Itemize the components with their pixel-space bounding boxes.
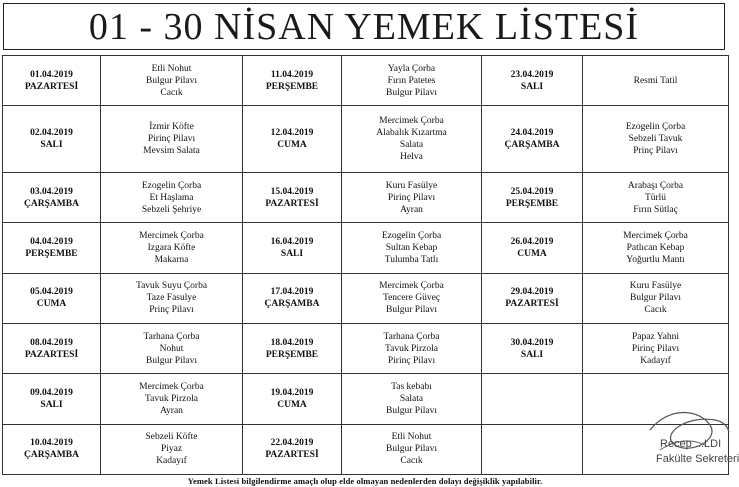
- food-item: Tulumba Tatlı: [384, 254, 439, 265]
- food-item: Mercimek Çorba: [623, 230, 688, 241]
- weekday-label: PAZARTESİ: [265, 450, 319, 461]
- footer-note: Yemek Listesi bilgilendirme amaçlı olup elde olmayan nedenlerden dolayı değişiklik yapılabilir.: [187, 476, 543, 486]
- date-cell: [482, 323, 583, 373]
- menu-cell: [101, 172, 243, 222]
- date-cell: [482, 374, 583, 424]
- food-item: Bulgur Pilavı: [386, 87, 437, 98]
- food-item: Taze Fasulye: [146, 293, 197, 304]
- date-label: 10.04.2019: [30, 438, 73, 449]
- menu-cell: [342, 374, 482, 424]
- weekday-label: SALI: [280, 248, 304, 259]
- food-item: Pirinç Pilavı: [387, 192, 436, 203]
- date-label: 05.04.2019: [30, 287, 73, 298]
- food-item: Fırın Patetes: [387, 75, 436, 86]
- food-item: Ayran: [160, 405, 183, 416]
- menu-cell: [583, 106, 729, 173]
- weekday-label: CUMA: [517, 248, 547, 259]
- food-item: Fırın Sütlaç: [633, 204, 678, 215]
- date-cell: [243, 172, 342, 222]
- food-item: Tarhana Çorba: [383, 331, 440, 342]
- table-row: [3, 172, 729, 222]
- date-cell: [482, 223, 583, 273]
- food-item: İzmir Köfte: [149, 122, 194, 133]
- date-cell: [482, 273, 583, 323]
- food-item: Makarna: [154, 254, 189, 265]
- date-label: 02.04.2019: [30, 128, 73, 139]
- date-cell: [482, 424, 583, 474]
- date-cell: [243, 273, 342, 323]
- food-item: Helva: [400, 152, 423, 163]
- food-item: Etli Nohut: [391, 432, 432, 443]
- food-item: Tarhana Çorba: [143, 331, 200, 342]
- date-label: 30.04.2019: [510, 337, 554, 348]
- menu-cell: [342, 56, 482, 106]
- menu-cell: [342, 323, 482, 373]
- date-label: 17.04.2019: [270, 287, 314, 298]
- weekday-label: ÇARŞAMBA: [24, 198, 79, 209]
- date-label: 24.04.2019: [510, 128, 554, 139]
- food-item: Yayla Çorba: [387, 63, 436, 74]
- food-item: Pirinç Pilavı: [147, 134, 196, 145]
- signature-name: Recep ...LDI: [660, 438, 722, 450]
- menu-cell: [583, 323, 729, 373]
- menu-cell: [583, 56, 729, 106]
- date-label: 25.04.2019: [510, 186, 554, 197]
- food-item: Kuru Fasülye: [629, 281, 682, 292]
- date-cell: [3, 424, 101, 474]
- food-item: Bulgur Pilavı: [630, 293, 681, 304]
- date-label: 11.04.2019: [270, 69, 314, 80]
- date-cell: [3, 106, 101, 173]
- food-item: Tavuk Pirzola: [145, 393, 198, 404]
- table-row: [3, 273, 729, 323]
- signature-role: Fakülte Sekreteri: [656, 453, 739, 465]
- date-label: 15.04.2019: [270, 186, 314, 197]
- title-box: [3, 3, 725, 50]
- weekday-label: CUMA: [277, 399, 307, 410]
- food-item: Mercimek Çorba: [379, 116, 444, 127]
- weekday-label: CUMA: [277, 140, 307, 151]
- menu-cell: [342, 172, 482, 222]
- menu-cell: [342, 106, 482, 173]
- food-item: Papaz Yahni: [632, 331, 679, 342]
- weekday-label: PERŞEMBE: [505, 198, 559, 209]
- food-item: Etli Nohut: [151, 63, 192, 74]
- food-item: Pirinç Pilavı: [631, 343, 680, 354]
- menu-cell: [101, 424, 243, 474]
- weekday-label: SALI: [520, 349, 544, 360]
- date-cell: [243, 223, 342, 273]
- menu-cell: [101, 223, 243, 273]
- date-label: 04.04.2019: [30, 236, 73, 247]
- weekday-label: CUMA: [36, 299, 67, 310]
- food-item: Kuru Fasülye: [385, 180, 438, 191]
- date-label: 22.04.2019: [270, 438, 314, 449]
- date-label: 16.04.2019: [270, 236, 314, 247]
- food-item: Nohut: [159, 343, 184, 354]
- date-cell: [243, 323, 342, 373]
- menu-table-body: [3, 56, 729, 475]
- menu-table: [2, 55, 729, 475]
- food-item: Izgara Köfte: [147, 242, 196, 253]
- food-item: Bulgur Pilavı: [146, 355, 197, 366]
- weekday-label: ÇARŞAMBA: [264, 299, 320, 310]
- weekday-label: SALI: [40, 140, 63, 151]
- weekday-label: PAZARTESİ: [265, 198, 319, 209]
- food-item: Yoğurtlu Mantı: [626, 254, 685, 265]
- food-item: Et Haşlama: [149, 192, 194, 203]
- date-label: 09.04.2019: [30, 387, 73, 398]
- food-item: Tas kebabı: [391, 381, 432, 392]
- food-item: Patlıcan Kebap: [626, 242, 685, 253]
- food-item: Ezogelin Çorba: [141, 180, 202, 191]
- date-label: 18.04.2019: [270, 337, 314, 348]
- menu-cell: [101, 106, 243, 173]
- menu-cell: [101, 56, 243, 106]
- food-item: Sultan Kebap: [385, 242, 438, 253]
- food-item: Ayran: [400, 204, 423, 215]
- menu-cell: [342, 223, 482, 273]
- weekday-label: PAZARTESİ: [24, 349, 79, 360]
- menu-cell: [101, 323, 243, 373]
- table-row: [3, 424, 729, 474]
- menu-cell: [583, 273, 729, 323]
- food-item: Tencere Güveç: [382, 293, 441, 304]
- menu-cell: [101, 374, 243, 424]
- food-item: Bulgur Pilavı: [386, 405, 437, 416]
- weekday-label: PERŞEMBE: [265, 81, 319, 92]
- food-item: Cacık: [400, 456, 423, 467]
- page-title: 01 - 30 NİSAN YEMEK LİSTESİ: [88, 5, 640, 48]
- food-item: Salata: [399, 140, 424, 151]
- food-item: Tavuk Pirzola: [385, 343, 438, 354]
- food-item: Prinç Pilavı: [149, 305, 194, 316]
- date-cell: [3, 56, 101, 106]
- weekday-label: PAZARTESİ: [24, 81, 79, 92]
- date-cell: [243, 374, 342, 424]
- food-item: Piyaz: [160, 444, 183, 455]
- food-item: Cacık: [644, 305, 667, 316]
- date-cell: [243, 106, 342, 173]
- food-item: Ezogelin Çorba: [625, 122, 686, 133]
- weekday-label: ÇARŞAMBA: [24, 450, 79, 461]
- weekday-label: ÇARŞAMBA: [504, 140, 560, 151]
- date-cell: [3, 323, 101, 373]
- food-item: Kadayıf: [640, 355, 671, 366]
- menu-cell: [583, 172, 729, 222]
- weekday-label: PERŞEMBE: [25, 248, 78, 259]
- food-item: Mevsim Salata: [143, 146, 200, 157]
- food-item: Kadayıf: [156, 456, 187, 467]
- date-cell: [3, 374, 101, 424]
- weekday-label: PERŞEMBE: [265, 349, 319, 360]
- signature-stamp: [630, 400, 739, 475]
- food-item: Bulgur Pilavı: [146, 75, 197, 86]
- table-row: [3, 374, 729, 424]
- date-label: 19.04.2019: [270, 387, 314, 398]
- food-item: Sebzeli Tavuk: [628, 134, 683, 145]
- date-cell: [243, 56, 342, 106]
- date-cell: [3, 273, 101, 323]
- date-cell: [482, 172, 583, 222]
- food-item: Mercimek Çorba: [139, 230, 204, 241]
- date-label: 29.04.2019: [510, 287, 554, 298]
- date-cell: [482, 56, 583, 106]
- date-cell: [243, 424, 342, 474]
- food-item: Mercimek Çorba: [379, 281, 444, 292]
- date-label: 12.04.2019: [270, 128, 314, 139]
- table-row: [3, 56, 729, 106]
- table-row: [3, 106, 729, 173]
- food-item: Salata: [399, 393, 424, 404]
- food-item: Prinç Pilavı: [633, 146, 678, 157]
- weekday-label: SALI: [520, 81, 544, 92]
- food-item: Bulgur Pilavı: [386, 444, 437, 455]
- food-item: Cacık: [160, 87, 183, 98]
- date-cell: [482, 106, 583, 173]
- food-item: Mercimek Çorba: [139, 381, 204, 392]
- food-item: Tavuk Suyu Çorba: [135, 281, 208, 292]
- date-label: 23.04.2019: [510, 69, 554, 80]
- menu-cell: [583, 223, 729, 273]
- food-item: Resmi Tatil: [633, 75, 678, 86]
- food-item: Ezogelin Çorba: [381, 230, 442, 241]
- date-cell: [3, 172, 101, 222]
- food-item: Türlü: [644, 192, 667, 203]
- weekday-label: SALI: [40, 399, 63, 410]
- menu-cell: [101, 273, 243, 323]
- date-label: 01.04.2019: [30, 69, 73, 80]
- food-item: Pirinç Pilavı: [387, 355, 436, 366]
- food-item: Bulgur Pilavı: [386, 305, 437, 316]
- menu-cell: [342, 273, 482, 323]
- table-row: [3, 323, 729, 373]
- date-cell: [3, 223, 101, 273]
- food-item: Arabaşı Çorba: [627, 180, 684, 191]
- food-item: Sebzeli Köfte: [145, 432, 198, 443]
- date-label: 26.04.2019: [510, 236, 554, 247]
- date-label: 03.04.2019: [30, 186, 73, 197]
- food-item: Sebzeli Şehriye: [141, 204, 202, 215]
- weekday-label: PAZARTESİ: [505, 299, 559, 310]
- date-label: 08.04.2019: [30, 337, 73, 348]
- food-item: Alabalık Kızartma: [376, 128, 447, 139]
- table-row: [3, 223, 729, 273]
- menu-cell: [342, 424, 482, 474]
